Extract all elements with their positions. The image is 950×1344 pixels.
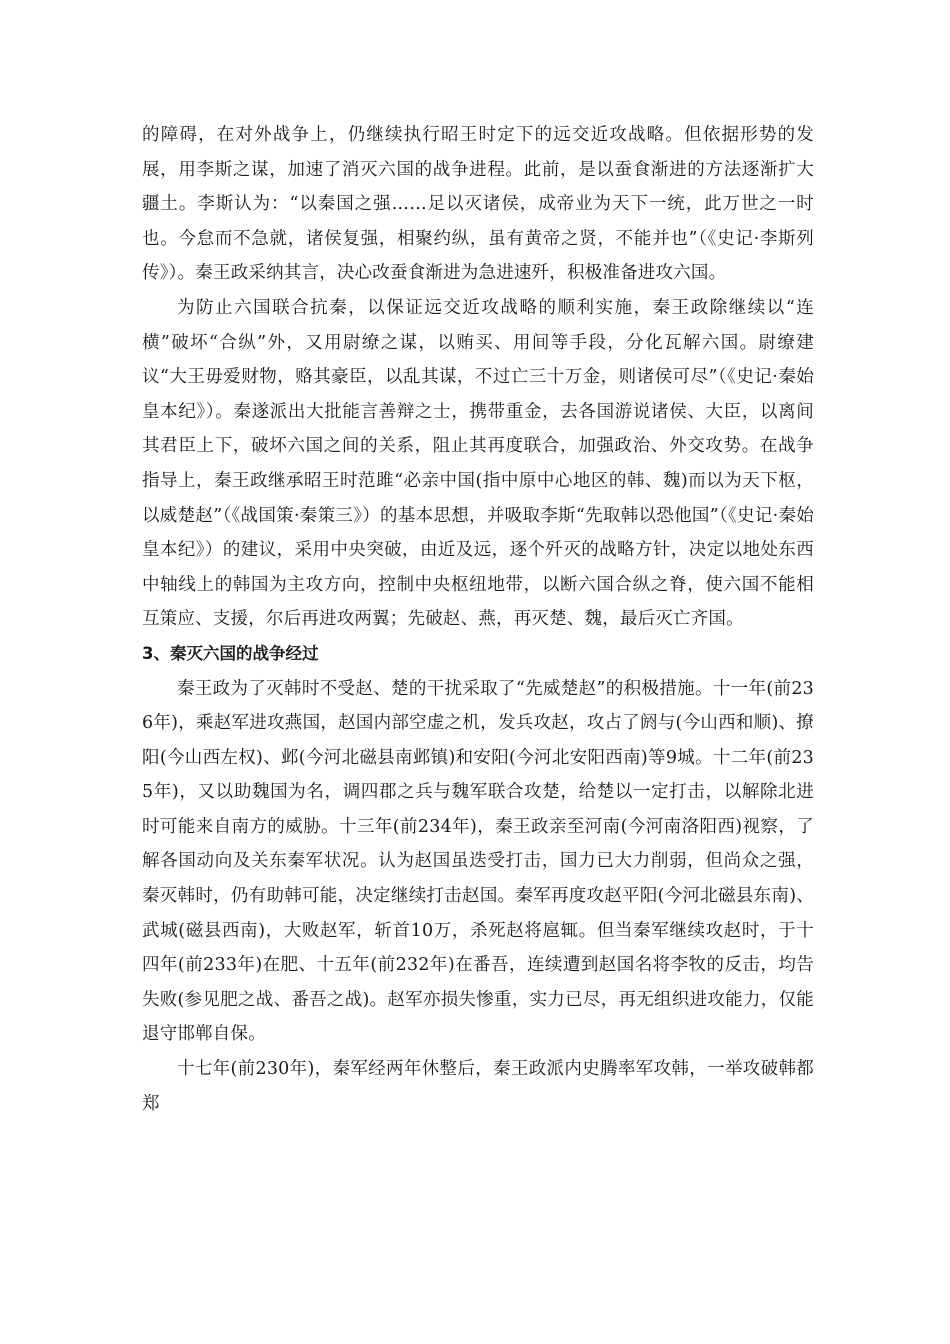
paragraph-3: 秦王政为了灭韩时不受赵、楚的干扰采取了“先威楚赵”的积极措施。十一年(前236年)，乘赵军进攻燕国，赵国内部空虚之机，发兵攻赵，攻占了阏与(今山西和顺)、撩阳(今山西左权)、邺(今河北磁县南邺镇)和安阳(今河北安阳西南)等9城。十二年(前235年)，又以助魏国为名，调四郡之兵与魏军联合攻楚，给楚以一定打击，以解除北进时可能来自南方的威胁。十三年(前234年)，秦王政亲至河南(今河南洛阳西)视察，了解各国动向及关东秦军状况。认为赵国虽迭受打击，国力已大力削弱，但尚众之强，秦灭韩时，仍有助韩可能，决定继续打击赵国。秦军再度攻赵平阳(今河北磁县东南)、武城(磁县西南)，大败赵军，斩首10万，杀死赵将扈辄。但当秦军继续攻赵时，于十四年(前233年)在肥、十五年(前232年)在番吾，连续遭到赵国名将李牧的反击，均告失败(参见肥之战、番吾之战)。赵军亦损失惨重，实力已尽，再无组织进攻能力，仅能退守邯郸自保。 [142,678,814,1045]
section-heading: 3、秦灭六国的战争经过 [142,643,319,663]
document-page [142,118,814,1121]
paragraph-4: 十七年(前230年)，秦军经两年休整后，秦王政派内史腾率军攻韩，一举攻破韩都郑 [142,1059,814,1114]
paragraph-2: 为防止六国联合抗秦，以保证远交近攻战略的顺利实施，秦王政除继续以“连横”破坏“合纵”外，又用尉缭之谋，以贿买、用间等手段，分化瓦解六国。尉缭建议“大王毋爱财物，赂其豪臣，以乱其谋，不过亡三十万金，则诸侯可尽”（《史记·秦始皇本纪》）。秦遂派出大批能言善辩之士，携带重金，去各国游说诸侯、大臣，以离间其君臣上下，破坏六国之间的关系，阻止其再度联合，加强政治、外交攻势。在战争指导上，秦王政继承昭王时范雎“必亲中国(指中原中心地区的韩、魏)而以为天下枢，以威楚赵”（《战国策·秦策三》）的基本思想，并吸取李斯“先取韩以恐他国”（《史记·秦始皇本纪》）的建议，采用中央突破，由近及远，逐个歼灭的战略方针，决定以地处东西中轴线上的韩国为主攻方向，控制中央枢纽地带，以断六国合纵之脊，使六国不能相互策应、支援，尔后再进攻两翼；先破赵、燕，再灭楚、魏，最后灭亡齐国。 [142,297,814,630]
paragraph-1: 的障碍，在对外战争上，仍继续执行昭王时定下的远交近攻战略。但依据形势的发展，用李斯之谋，加速了消灭六国的战争进程。此前，是以蚕食渐进的方法逐渐扩大疆土。李斯认为：“以秦国之强……足以灭诸侯，成帝业为天下一统，此万世之一时也。今怠而不急就，诸侯复强，相聚约纵，虽有黄帝之贤，不能并也”（《史记·李斯列传》）。秦王政采纳其言，决心改蚕食渐进为急进速歼，积极准备进攻六国。 [142,125,814,284]
